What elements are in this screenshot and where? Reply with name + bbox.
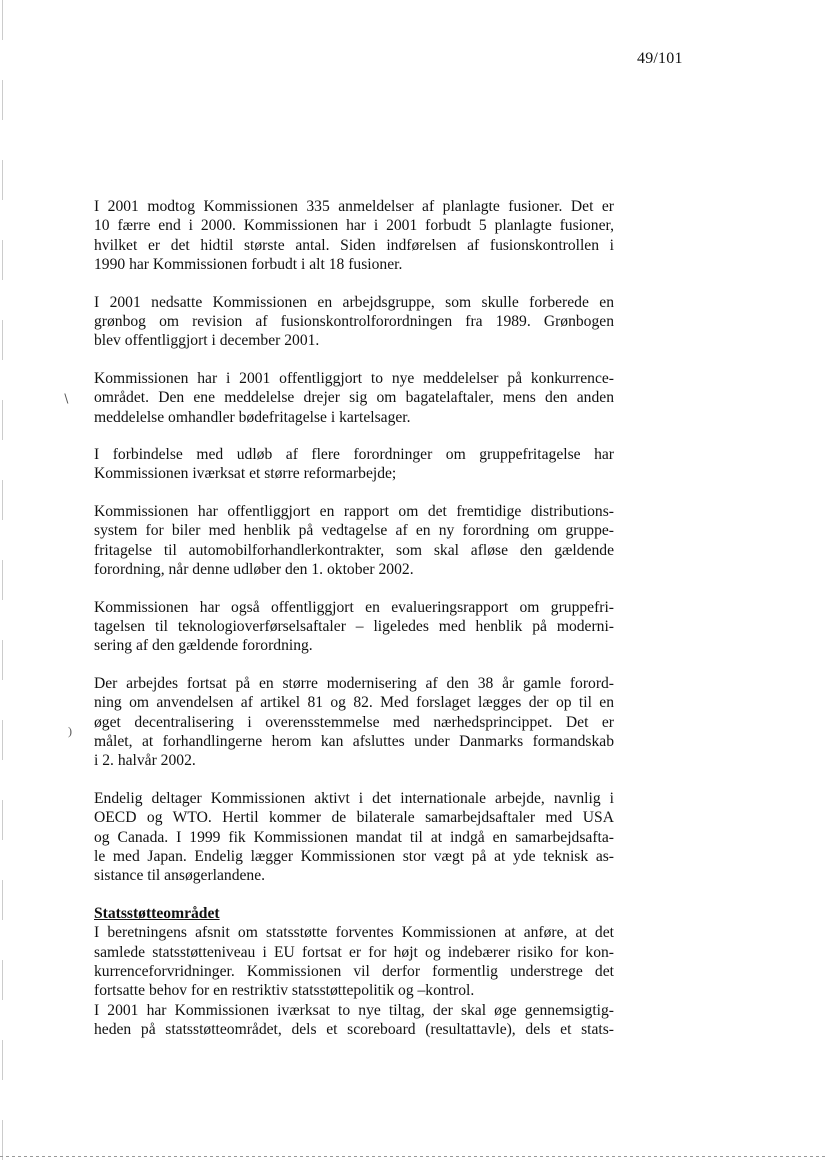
text-line: Kommissionen har offentliggjort en rapport om det fremtidige distributions- bbox=[94, 502, 614, 520]
text-line: Der arbejdes fortsat på en større modernisering af den 38 år gamle forord- bbox=[94, 674, 614, 692]
paragraph-working-group bbox=[94, 293, 614, 351]
text-line: ning om anvendelsen af artikel 81 og 82. Med forslaget lægges der op til en bbox=[94, 694, 614, 712]
paragraph-modernisation bbox=[94, 674, 614, 771]
text-line: hvilket er det hidtil største antal. Siden indførelsen af fusionskontrollen i bbox=[94, 236, 614, 254]
document-body bbox=[94, 197, 614, 1040]
text-line: system for biler med henblik på vedtagelse af en ny forordning om gruppe- bbox=[94, 522, 614, 540]
scan-artifact-mark: ) bbox=[68, 724, 72, 738]
text-line: i 2. halvår 2002. bbox=[94, 752, 196, 770]
scan-bottom-edge bbox=[0, 1156, 827, 1157]
paragraph-state-aid-initiatives bbox=[94, 1001, 614, 1040]
text-line: Endelig deltager Kommissionen aktivt i det internationale arbejde, navnlig i bbox=[94, 789, 614, 807]
text-line: meddelelse omhandler bødefritagelse i kartelsager. bbox=[94, 408, 411, 426]
text-line: I forbindelse med udløb af flere forordninger om gruppefritagelse har bbox=[94, 446, 614, 464]
page-number: 49/101 bbox=[637, 50, 683, 67]
text-line: sistance til ansøgerlandene. bbox=[94, 867, 266, 885]
text-line: grønbog om revision af fusionskontrolforordningen fra 1989. Grønbogen bbox=[94, 313, 614, 331]
text-line: målet, at forhandlingerne herom kan afsluttes under Danmarks formandskab bbox=[94, 732, 614, 750]
text-line: Kommissionen har i 2001 offentliggjort to nye meddelelser på konkurrence- bbox=[94, 369, 614, 387]
text-line: I 2001 modtog Kommissionen 335 anmeldelser af planlagte fusioner. Det er bbox=[94, 198, 614, 215]
text-line: 1990 har Kommissionen forbudt i alt 18 fusioner. bbox=[94, 256, 403, 274]
text-line: Kommissionen har også offentliggjort en evalueringsrapport om gruppefri- bbox=[94, 598, 614, 616]
text-line: tagelsen til teknologioverførselsaftaler – ligeledes med henblik på moderni- bbox=[94, 617, 614, 635]
text-line: OECD og WTO. Hertil kommer de bilaterale samarbejdsaftaler med USA bbox=[94, 809, 614, 827]
paragraph-technology-transfer bbox=[94, 598, 614, 656]
paragraph-block-exemptions bbox=[94, 445, 614, 484]
paragraph-notices bbox=[94, 369, 614, 427]
text-line: fortsatte behov for en restriktiv statsstøttepolitik og –kontrol. bbox=[94, 982, 475, 1000]
paragraph-car-distribution bbox=[94, 502, 614, 580]
scan-left-edge bbox=[2, 0, 3, 1163]
text-line: I beretningens afsnit om statsstøtte forventes Kommissionen at anføre, at det bbox=[94, 924, 614, 942]
text-line: sering af den gældende forordning. bbox=[94, 637, 313, 655]
scan-artifact-mark: ∖ bbox=[62, 392, 70, 406]
text-line: heden på statsstøtteområdet, dels et scoreboard (resultattavle), dels et stats- bbox=[94, 1021, 614, 1039]
text-line: 10 færre end i 2000. Kommissionen har i 2001 forbudt 5 planlagte fusioner, bbox=[94, 217, 614, 235]
text-line: I 2001 har Kommissionen iværksat to nye tiltag, der skal øge gennemsigtig- bbox=[94, 1001, 614, 1019]
section-heading: Statsstøtteområdet bbox=[94, 904, 220, 922]
text-line: forordning, når denne udløber den 1. oktober 2002. bbox=[94, 561, 414, 579]
text-line: kurrenceforvridninger. Kommissionen vil derfor formentlig understrege det bbox=[94, 963, 614, 980]
text-line: le med Japan. Endelig lægger Kommissionen stor vægt på at yde teknisk as- bbox=[94, 847, 614, 865]
text-line: og Canada. I 1999 fik Kommissionen mandat til at indgå en samarbejdsafta- bbox=[94, 828, 614, 846]
paragraph-merger-notifications bbox=[94, 197, 614, 275]
text-line: samlede statsstøtteniveau i EU fortsat er for højt og indebærer risiko for kon- bbox=[94, 943, 614, 961]
text-line: området. Den ene meddelelse drejer sig om bagatelaftaler, mens den anden bbox=[94, 389, 614, 407]
text-line: Kommissionen iværksat et større reformarbejde; bbox=[94, 465, 397, 483]
text-line: øget decentralisering i overensstemmelse med nærhedsprincippet. Det er bbox=[94, 713, 614, 731]
text-line: blev offentliggjort i december 2001. bbox=[94, 332, 320, 350]
paragraph-international bbox=[94, 789, 614, 886]
paragraph-state-aid-level bbox=[94, 923, 614, 1001]
text-line: fritagelse til automobilforhandlerkontrakter, som skal afløse den gældende bbox=[94, 541, 614, 559]
text-line: I 2001 nedsatte Kommissionen en arbejdsgruppe, som skulle forberede en bbox=[94, 293, 614, 311]
